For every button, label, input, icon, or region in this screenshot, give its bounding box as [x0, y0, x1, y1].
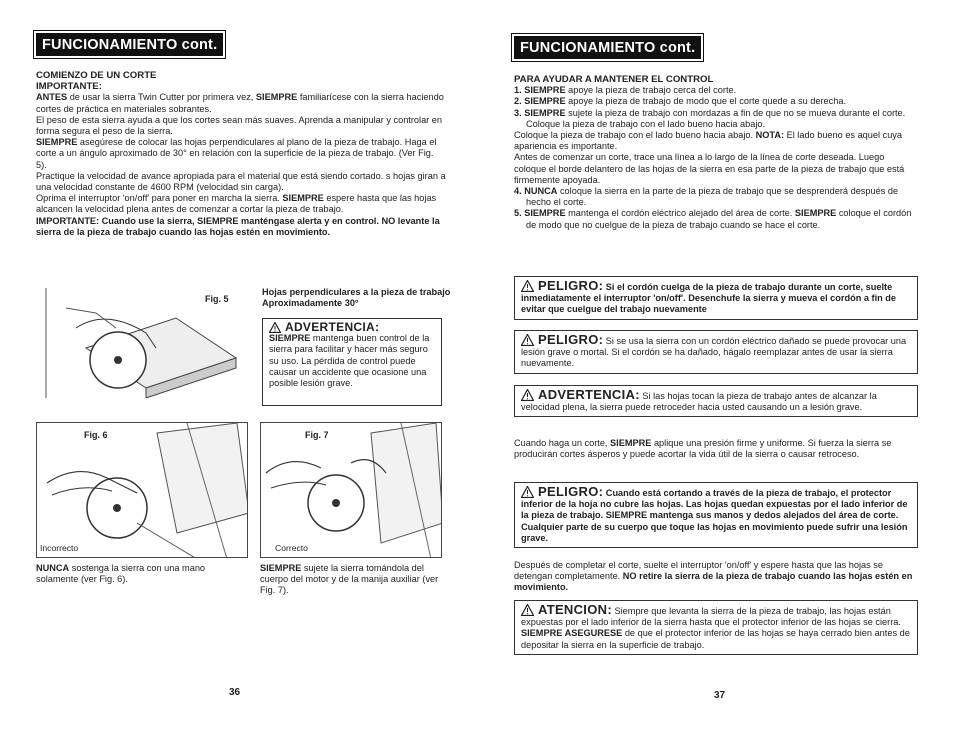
item4-lead: NUNCA [524, 186, 558, 197]
p5-text-b: SIEMPRE [282, 193, 324, 204]
paragraph-pressure [514, 438, 918, 460]
cap6-text: sostenga la sierra con una mano solamente (ver Fig. 6). [36, 563, 206, 585]
figure-5-image [36, 288, 254, 398]
figure-6-caption [36, 563, 236, 585]
p1-text-a: de usar la sierra Twin Cutter por primera vez, [67, 92, 256, 103]
item5-text-c: coloque el cordón de modo que no cuelgue de la pieza de trabajo cuando se hace el corte. [526, 208, 912, 230]
figure-5-caption: Hojas perpendiculares a la pieza de trabajo Aproximadamente 30° [262, 287, 451, 309]
saw-perpendicular-illustration [36, 288, 254, 398]
section-banner-right: FUNCIONAMIENTO cont. [514, 36, 701, 59]
p5-text-a: Oprima el interruptor 'on/off' para poner en marcha la sierra. [36, 193, 283, 204]
list-item-5 [514, 208, 919, 230]
figure-6-image [36, 422, 248, 558]
heading-start-cut: COMIENZO DE UN CORTE [36, 70, 157, 81]
paragraph-perpendicular [36, 137, 446, 171]
figure-7-label: Fig. 7 [305, 430, 329, 440]
press-text-a: Cuando haga un corte, [514, 438, 611, 448]
item3-lead: SIEMPRE [524, 107, 566, 118]
item5-text-b: SIEMPRE [794, 208, 837, 219]
cap6-lead: NUNCA [36, 563, 70, 573]
danger-box-cord-hanging [514, 276, 918, 320]
after-text-b: NO retire la sierra de la pieza de trabajo cuando las hojas estén en movimiento. [514, 571, 913, 593]
paragraph-good-side [514, 130, 919, 152]
list-item-3 [514, 108, 919, 130]
item5-lead: SIEMPRE [524, 208, 566, 219]
danger2-text: Si se usa la sierra con un cordón eléctrico dañado se puede provocar una lesión grave o mortal. Si el cordón se ha dañado, hágalo reemplazar antes de usar la sierra nuevamente. [521, 336, 907, 369]
heading-important: IMPORTANTE: [36, 81, 102, 93]
warning-triangle-icon [521, 486, 534, 498]
warning-triangle-icon [521, 389, 534, 401]
caution-text-b: SIEMPRE ASEGURESE [521, 628, 623, 639]
note-text-c: El lado bueno es aquel cuya apariencia es importante. [514, 130, 903, 152]
list-item-2 [514, 96, 919, 107]
warning-triangle-icon [521, 334, 534, 346]
figure-7-caption [260, 563, 445, 597]
saw-one-hand-illustration [37, 423, 248, 558]
left-text-body [36, 70, 446, 238]
item4-num: 4. [514, 186, 525, 197]
saw-two-hands-illustration [261, 423, 442, 558]
warning-heading [269, 322, 435, 333]
paragraph-cut-line: Antes de comenzar un corte, trace una línea a lo largo de la línea de corte deseada. Luego coloque el borde delantero de las hojas de la sierra en esa parte de la pieza de trabajo que está firmemente apoyada. [514, 152, 905, 185]
item5-text-a: mantenga el cordón eléctrico alejado del área de corte. [565, 208, 795, 219]
danger3-text: Cuando está cortando a través de la pieza de trabajo, el protector inferior de la hoja no cubre las hojas. Las hojas quedan expuestas por el lado inferior de la pieza de trabajo. SIEMPRE mantenga sus manos y dedos alejados del área de corte. Cualquier parte de su cuerpo que toque las hojas en movimiento puede sufrir una lesión grave. [521, 488, 908, 543]
danger2-title: PELIGRO: [538, 332, 604, 347]
caution-text-c: de que el protector inferior de las hojas se haya cerrado bien antes de depositar la sierra en la superficie de trabajo. [521, 628, 910, 650]
cap7-text: sujete la sierra tomándola del cuerpo del motor y de la manija auxiliar (ver Fig. 7). [260, 563, 439, 596]
item1-lead: SIEMPRE [524, 85, 566, 96]
p3-text: asegúrese de colocar las hojas perpendiculares al plano de la pieza de trabajo. Haga el corte a un ángulo aproximado de 30° en relación con la superficie de la pieza de trabajo. (Ver Fig. 5). [36, 137, 437, 170]
caution-box-lower-guard [514, 600, 918, 655]
page-number-left: 36 [229, 687, 241, 698]
danger-box-exposed-blades [514, 482, 918, 548]
caution-text-a: Siempre que levanta la sierra de la pieza de trabajo, las hojas están expuestas por el lado inferior de la sierra hasta que el protector inferior de las hojas se cierra. [521, 606, 901, 628]
figure-6-incorrect-label: Incorrecto [40, 543, 79, 553]
p1-text-b: SIEMPRE [255, 92, 298, 103]
note-label: NOTA: [755, 130, 785, 141]
p3-lead: SIEMPRE [36, 137, 78, 148]
danger1-text: Si el cordón cuelga de la pieza de trabajo durante un corte, suelte inmediatamente el interruptor 'on/off'. Desenchufe la sierra y mueva el cordón a fin de evitar que cuelgue del trabajo nuevamente [521, 282, 897, 315]
p1-lead: ANTES [36, 92, 68, 103]
item2-text: apoye la pieza de trabajo de modo que el corte quede a su derecha. [565, 96, 846, 107]
important-notice: IMPORTANTE: Cuando use la sierra, SIEMPRE manténgase alerta y en control. NO levante la sierra de la pieza de trabajo cuando las hojas estén en movimiento. [36, 215, 440, 237]
warning-lead: SIEMPRE [269, 333, 311, 344]
warning-title: ADVERTENCIA: [285, 320, 380, 334]
warning-box-control [262, 318, 442, 406]
figure-5-label: Fig. 5 [205, 294, 229, 304]
item3-num: 3. [514, 107, 525, 118]
warn-title: ADVERTENCIA: [538, 387, 640, 402]
right-page [477, 0, 954, 735]
warning-box-kickback [514, 385, 918, 417]
item2-lead: SIEMPRE [524, 96, 566, 107]
warn-text: Si las hojas tocan la pieza de trabajo antes de alcanzar la velocidad plena, la sierra puede retroceder hacia usted causando un a lesión grave. [521, 391, 877, 413]
right-text-body [514, 74, 919, 231]
heading-control: PARA AYUDAR A MANTENER EL CONTROL [514, 74, 714, 85]
warning-body [269, 333, 435, 389]
figure-7-image [260, 422, 442, 558]
danger-box-damaged-cord [514, 330, 918, 374]
danger1-title: PELIGRO: [538, 278, 604, 293]
danger3-title: PELIGRO: [538, 484, 604, 499]
warning-triangle-icon [269, 322, 281, 333]
warning-triangle-icon [521, 604, 534, 616]
item2-num: 2. [514, 96, 525, 107]
item1-num: 1. [514, 85, 525, 96]
warning-text: mantenga buen control de la sierra para facilitar y hacer más seguro su uso. La pérdida de control puede causar un accidente que ocasione una posible lesión grave. [269, 333, 430, 389]
paragraph-before-use [36, 92, 446, 114]
after-text-a: Después de completar el corte, suelte el interruptor 'on/off' y espere hasta que las hojas se detengan completamente. [514, 560, 884, 582]
paragraph-feed-rate: Practique la velocidad de avance apropiada para el material que está siendo cortado. s hojas giran a una velocidad constante de 4600 RPM (velocidad sin carga). [36, 170, 446, 193]
note-text-a: Coloque la pieza de trabajo con el lado bueno hacia abajo. [514, 130, 756, 141]
page-number-right: 37 [714, 690, 726, 701]
paragraph-weight: El peso de esta sierra ayuda a que los cortes sean más suaves. Aprenda a manipular y controlar en forma segura el peso de la sierra. [36, 114, 443, 137]
warning-triangle-icon [521, 280, 534, 292]
p5-text-c: espere hasta que las hojas alcancen la velocidad plena antes de comenzar a cortar la pieza de trabajo. [36, 193, 437, 215]
item4-text: coloque la sierra en la parte de la pieza de trabajo que se desprenderá después de hecho el corte. [526, 186, 899, 208]
list-item-1 [514, 85, 919, 96]
figure-6-label: Fig. 6 [84, 430, 108, 440]
item5-num: 5. [514, 208, 525, 219]
list-item-4 [514, 186, 919, 208]
press-text-b: SIEMPRE [610, 438, 652, 448]
figure-7-correct-label: Correcto [275, 543, 308, 553]
item1-text: apoye la pieza de trabajo cerca del corte. [565, 85, 737, 96]
p1-text-c: familiarícese con la sierra haciendo cortes de práctica en materiales sobrantes. [36, 92, 444, 114]
paragraph-switch [36, 193, 446, 215]
paragraph-after-cut [514, 560, 918, 594]
item3-text: sujete la pieza de trabajo con mordazas a fin de que no se mueva durante el corte. Coloque la pieza de trabajo con el lado bueno hacia abajo. [526, 107, 906, 129]
section-banner: FUNCIONAMIENTO cont. [36, 33, 223, 56]
caution-title: ATENCION: [538, 602, 612, 617]
press-text-c: aplique una presión firme y uniforme. Si fuerza la sierra se producirán cortes ásperos y puede acortar la vida útil de la sierra o causar retroceso. [514, 438, 892, 460]
cap7-lead: SIEMPRE [260, 563, 302, 573]
